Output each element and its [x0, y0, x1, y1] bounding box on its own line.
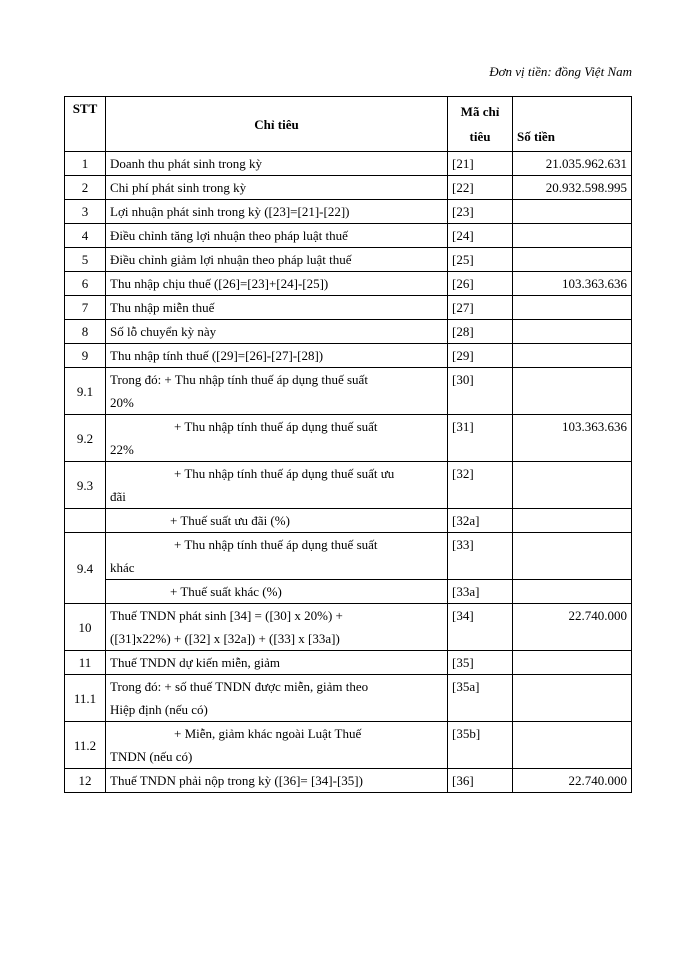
- header-indicator: Chỉ tiêu: [106, 97, 448, 152]
- row-amount: [513, 224, 632, 248]
- table-row: [65, 462, 632, 509]
- row-label-line1: Trong đó: + số thuế TNDN được miễn, giảm theo: [110, 679, 369, 694]
- table-row: [65, 200, 632, 224]
- row-label-line2: khác: [110, 560, 135, 575]
- row-label: [106, 415, 448, 462]
- row-label: [106, 462, 448, 509]
- row-label: Thu nhập miễn thuế: [106, 296, 448, 320]
- row-label: Thuế TNDN dự kiến miễn, giảm: [106, 651, 448, 675]
- table-row: [65, 248, 632, 272]
- row-code: [35a]: [448, 675, 513, 722]
- row-amount: [513, 533, 632, 580]
- row-label: + Thuế suất ưu đãi (%): [106, 509, 448, 533]
- row-label: Số lỗ chuyển kỳ này: [106, 320, 448, 344]
- row-label-line2: TNDN (nếu có): [110, 749, 193, 764]
- row-code: [35]: [448, 651, 513, 675]
- row-amount: [513, 722, 632, 769]
- row-label: Doanh thu phát sinh trong kỳ: [106, 152, 448, 176]
- row-label-line2: Hiệp định (nếu có): [110, 702, 208, 717]
- row-code: [34]: [448, 604, 513, 651]
- header-amount: Số tiền: [513, 97, 632, 152]
- table-row: [65, 580, 632, 604]
- row-stt: 1: [65, 152, 106, 176]
- table-row: [65, 651, 632, 675]
- row-stt: 12: [65, 769, 106, 793]
- row-amount: 22.740.000: [513, 604, 632, 651]
- row-label: Điều chỉnh tăng lợi nhuận theo pháp luật thuế: [106, 224, 448, 248]
- table-row: [65, 769, 632, 793]
- row-label-line2: 20%: [110, 395, 134, 410]
- row-label: Thu nhập tính thuế ([29]=[26]-[27]-[28]): [106, 344, 448, 368]
- row-code: [35b]: [448, 722, 513, 769]
- row-label: Thu nhập chịu thuế ([26]=[23]+[24]-[25]): [106, 272, 448, 296]
- table-row: [65, 224, 632, 248]
- row-code: [26]: [448, 272, 513, 296]
- table-row: [65, 176, 632, 200]
- row-stt: 7: [65, 296, 106, 320]
- header-stt: STT: [65, 97, 106, 152]
- table-row: [65, 675, 632, 722]
- row-stt: 6: [65, 272, 106, 296]
- row-code: [33a]: [448, 580, 513, 604]
- row-stt: 5: [65, 248, 106, 272]
- table-row: [65, 152, 632, 176]
- row-label-line2: ([31]x22%) + ([32] x [32a]) + ([33] x [33a]): [110, 631, 340, 646]
- row-stt: 4: [65, 224, 106, 248]
- row-amount: [513, 296, 632, 320]
- table-row: [65, 368, 632, 415]
- row-code: [29]: [448, 344, 513, 368]
- row-label: [106, 675, 448, 722]
- row-code: [31]: [448, 415, 513, 462]
- row-stt: 8: [65, 320, 106, 344]
- row-amount: 20.932.598.995: [513, 176, 632, 200]
- row-stt: 9.3: [65, 462, 106, 509]
- row-stt: 11: [65, 651, 106, 675]
- header-code: [448, 97, 513, 152]
- row-amount: [513, 462, 632, 509]
- row-code: [32a]: [448, 509, 513, 533]
- row-code: [36]: [448, 769, 513, 793]
- row-stt: 9.2: [65, 415, 106, 462]
- row-stt: 10: [65, 604, 106, 651]
- row-code: [30]: [448, 368, 513, 415]
- row-amount: [513, 200, 632, 224]
- row-stt: 9.1: [65, 368, 106, 415]
- row-label: [106, 722, 448, 769]
- row-code: [33]: [448, 533, 513, 580]
- table-row: [65, 320, 632, 344]
- row-label: Điều chỉnh giảm lợi nhuận theo pháp luật thuế: [106, 248, 448, 272]
- row-stt: 11.1: [65, 675, 106, 722]
- table-row: [65, 344, 632, 368]
- table-row: [65, 604, 632, 651]
- row-label-line1: Thuế TNDN phát sinh [34] = ([30] x 20%) +: [110, 608, 343, 623]
- table-row: [65, 509, 632, 533]
- row-label-line2: 22%: [110, 442, 134, 457]
- row-stt: 2: [65, 176, 106, 200]
- row-amount: 103.363.636: [513, 415, 632, 462]
- row-label-line1: + Thu nhập tính thuế áp dụng thuế suất: [174, 419, 378, 434]
- table-row: [65, 272, 632, 296]
- row-label: Lợi nhuận phát sinh trong kỳ ([23]=[21]-[22]): [106, 200, 448, 224]
- currency-unit-note: Đơn vị tiền: đồng Việt Nam: [489, 64, 632, 79]
- row-amount: 21.035.962.631: [513, 152, 632, 176]
- row-amount: [513, 675, 632, 722]
- row-label-line1: Trong đó: + Thu nhập tính thuế áp dụng thuế suất: [110, 372, 368, 387]
- header-code-line1: Mã chỉ: [460, 104, 500, 119]
- row-stt: 11.2: [65, 722, 106, 769]
- row-stt: [65, 509, 106, 533]
- row-label: Thuế TNDN phải nộp trong kỳ ([36]= [34]-[35]): [106, 769, 448, 793]
- row-code: [22]: [448, 176, 513, 200]
- row-amount: [513, 320, 632, 344]
- table-row: [65, 415, 632, 462]
- row-amount: [513, 580, 632, 604]
- row-code: [24]: [448, 224, 513, 248]
- row-label-line1: + Thu nhập tính thuế áp dụng thuế suất: [174, 537, 378, 552]
- row-amount: [513, 368, 632, 415]
- header-row: [65, 97, 632, 152]
- tax-table: [64, 96, 632, 793]
- row-label: Chi phí phát sinh trong kỳ: [106, 176, 448, 200]
- row-code: [23]: [448, 200, 513, 224]
- row-label: [106, 533, 448, 580]
- row-stt: 9: [65, 344, 106, 368]
- row-code: [25]: [448, 248, 513, 272]
- row-label: [106, 604, 448, 651]
- row-stt: 9.4: [65, 533, 106, 604]
- row-label: + Thuế suất khác (%): [106, 580, 448, 604]
- row-stt: 3: [65, 200, 106, 224]
- row-code: [32]: [448, 462, 513, 509]
- table-row: [65, 533, 632, 580]
- table-row: [65, 296, 632, 320]
- row-amount: [513, 509, 632, 533]
- table-row: [65, 722, 632, 769]
- row-amount: 103.363.636: [513, 272, 632, 296]
- row-amount: [513, 344, 632, 368]
- row-amount: 22.740.000: [513, 769, 632, 793]
- row-label-line2: đãi: [110, 489, 126, 504]
- row-label: [106, 368, 448, 415]
- row-code: [27]: [448, 296, 513, 320]
- row-label-line1: + Thu nhập tính thuế áp dụng thuế suất ưu: [174, 466, 395, 481]
- row-amount: [513, 651, 632, 675]
- row-code: [21]: [448, 152, 513, 176]
- row-label-line1: + Miễn, giảm khác ngoài Luật Thuế: [174, 726, 362, 741]
- header-code-line2: tiêu: [469, 129, 491, 144]
- row-code: [28]: [448, 320, 513, 344]
- row-amount: [513, 248, 632, 272]
